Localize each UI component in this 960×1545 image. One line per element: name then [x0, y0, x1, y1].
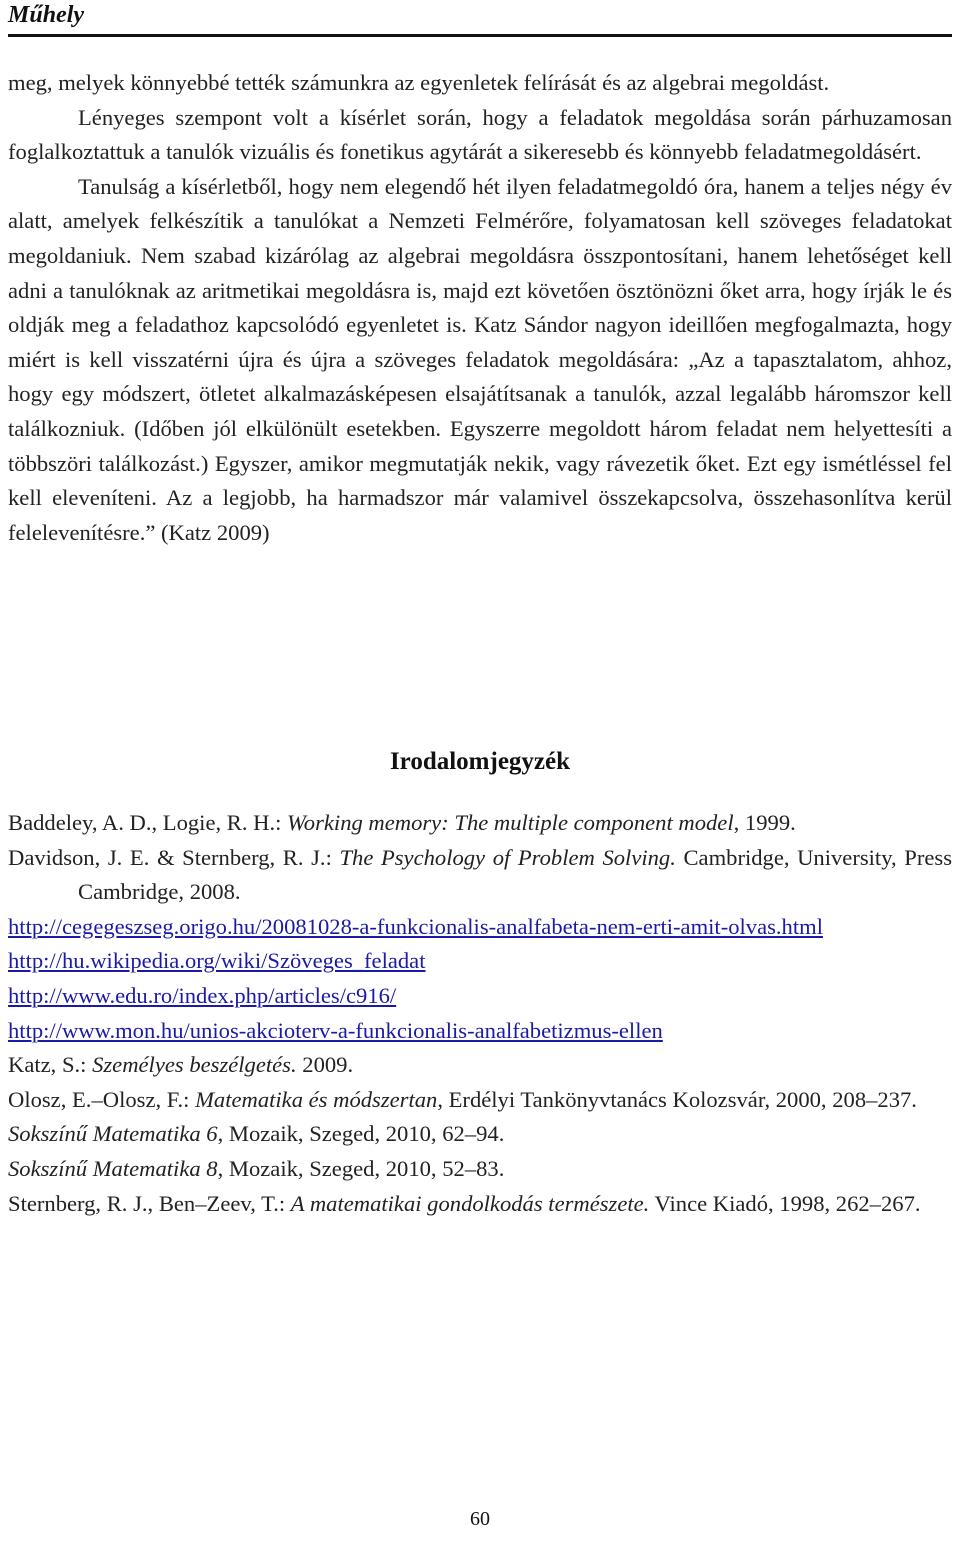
reference-sternberg: [8, 1187, 952, 1222]
reference-title: Személyes beszélgetés.: [92, 1052, 297, 1078]
reference-title: Matematika és módszertan: [195, 1086, 438, 1112]
reference-details: , Mozaik, Szeged, 2010, 52–83.: [217, 1155, 505, 1181]
paragraph-1: meg, melyek könnyebbé tették számunkra az egyenletek felírását és az algebrai megoldást.: [8, 70, 830, 95]
reference-author: Sternberg, R. J., Ben–Zeev, T.:: [8, 1190, 291, 1216]
reference-davidson: [8, 841, 952, 910]
link-origo[interactable]: http://cegegeszseg.origo.hu/20081028-a-funkcionalis-analfabeta-nem-erti-amit-olvas.html: [8, 913, 823, 939]
link-edu[interactable]: http://www.edu.ro/index.php/articles/c916/: [8, 982, 397, 1008]
reference-details: 2009.: [296, 1052, 354, 1078]
reference-details: Vince Kiadó, 1998, 262–267.: [649, 1190, 921, 1216]
section-title: Műhely: [8, 2, 85, 28]
reference-author: Katz, S.:: [8, 1052, 93, 1078]
reference-author: Olosz, E.–Olosz, F.:: [8, 1086, 196, 1112]
reference-baddeley: [8, 806, 952, 841]
reference-title: Working memory: The multiple component model: [287, 810, 734, 835]
reference-details: , Erdélyi Tankönyvtanács Kolozsvár, 2000, 208–237.: [437, 1086, 917, 1112]
reference-link-origo: [8, 910, 952, 945]
page-header: [8, 0, 952, 37]
reference-author: Baddeley, A. D., Logie, R. H.:: [8, 810, 288, 835]
reference-details: , Mozaik, Szeged, 2010, 62–94.: [217, 1121, 505, 1147]
bibliography-heading: Irodalomjegyzék: [389, 748, 571, 775]
reference-details: Cambridge, University, Press Cambridge, 2008.: [78, 844, 952, 905]
reference-title: Sokszínű Matematika 8: [8, 1155, 218, 1181]
bibliography-list: [8, 806, 952, 1221]
reference-link-mon: [8, 1014, 952, 1049]
reference-title: Sokszínű Matematika 6: [8, 1121, 218, 1147]
reference-details: , 1999.: [733, 810, 796, 835]
paragraph-2: Lényeges szempont volt a kísérlet során, hogy a feladatok megoldása során párhuzamosan foglalkoztattuk a tanulók vizuális és fonetikus agytárát a sikeresebb és könnyebb feladatmegoldásért.: [8, 104, 952, 165]
link-mon[interactable]: http://www.mon.hu/unios-akcioterv-a-funkcionalis-analfabetizmus-ellen: [8, 1017, 663, 1043]
reference-title: The Psychology of Problem Solving.: [339, 844, 676, 870]
reference-link-edu: [8, 979, 952, 1014]
reference-olosz: [8, 1083, 952, 1118]
body-text: [8, 66, 952, 550]
paragraph-3: Tanulság a kísérletből, hogy nem elegendő hét ilyen feladatmegoldó óra, hanem a teljes négy év alatt, amelyek felkészítik a tanulókat a Nemzeti Felmérőre, folyamatosan kell szöveges feladatokat megoldaniuk. Nem szabad kizárólag az algebrai megoldásra összpontosítani, hanem lehetőséget kell adni a tanulóknak az aritmetikai megoldásra is, majd ezt követően ösztönözni őket arra, hogy írják le és oldják meg a feladathoz kapcsolódó egyenletet is. Katz Sándor nagyon ideillően megfogalmazta, hogy miért is kell visszatérni újra és újra a szöveges feladatok megoldására: „Az a tapasztalatom, ahhoz, hogy egy módszert, ötletet alkalmazásképesen elsajátítsanak a tanulók, azzal legalább háromszor kell találkozniuk. (Időben jól elkülönült esetekben. Egyszerre megoldott három feladat nem helyettesíti a többszöri találkozást.) Egyszer, amikor megmutatják nekik, vagy rávezetik őket. Ezt egy ismétléssel fel kell eleveníteni. Az a legjobb, ha harmadszor már valamivel összekapcsolva, összehasonlítva kerül felelevenítésre.” (Katz 2009): [8, 173, 952, 545]
reference-author: Davidson, J. E. & Sternberg, R. J.:: [8, 844, 340, 870]
reference-sokszinu-6: [8, 1117, 952, 1152]
reference-link-wikipedia: [8, 944, 952, 979]
reference-title: A matematikai gondolkodás természete.: [290, 1190, 650, 1216]
link-wikipedia[interactable]: http://hu.wikipedia.org/wiki/Szöveges_feladat: [8, 948, 426, 974]
reference-katz: [8, 1048, 952, 1083]
reference-sokszinu-8: [8, 1152, 952, 1187]
page-number: 60: [470, 1508, 490, 1530]
